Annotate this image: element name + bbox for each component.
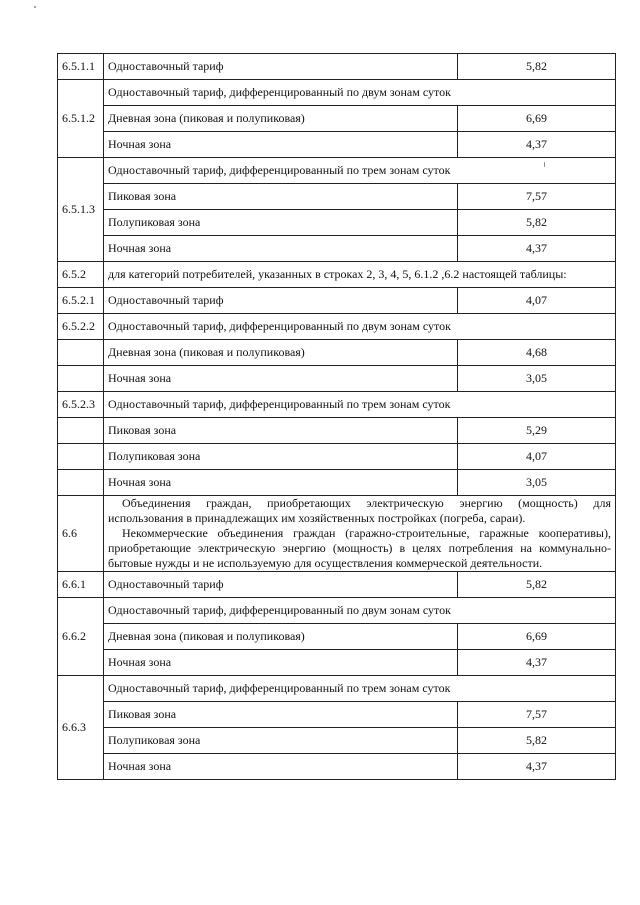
tariff-table <box>57 53 616 780</box>
table-row <box>58 418 616 444</box>
row-code-empty <box>58 418 104 444</box>
table-row <box>58 444 616 470</box>
table-row <box>58 288 616 314</box>
row-label: Полупиковая зона <box>104 444 458 470</box>
row-label: Одноставочный тариф, дифференцированный по двум зонам суток <box>104 598 616 624</box>
row-value: 5,82 <box>458 728 616 754</box>
row-code: 6.5.1.1 <box>58 54 104 80</box>
table-row <box>58 158 616 184</box>
table-row <box>58 392 616 418</box>
row-code: 6.5.2 <box>58 262 104 288</box>
scan-speck <box>544 162 545 167</box>
table-row <box>58 366 616 392</box>
row-value: 4,37 <box>458 754 616 780</box>
table-row <box>58 470 616 496</box>
row-label: Одноставочный тариф <box>104 288 458 314</box>
row-label: Дневная зона (пиковая и полупиковая) <box>104 106 458 132</box>
table-row <box>58 598 616 624</box>
row-value: 5,82 <box>458 54 616 80</box>
row-value: 4,68 <box>458 340 616 366</box>
row-value: 4,07 <box>458 444 616 470</box>
row-value: 4,37 <box>458 132 616 158</box>
row-label: Ночная зона <box>104 132 458 158</box>
table-row <box>58 728 616 754</box>
description-paragraph: Объединения граждан, приобретающих электрическую энергию (мощность) для использования в принадлежащих им хозяйственных постройках (погреба, сараи). <box>108 496 611 525</box>
row-value: 7,57 <box>458 184 616 210</box>
row-label: Одноставочный тариф, дифференцированный по трем зонам суток <box>104 676 616 702</box>
row-label: Ночная зона <box>104 754 458 780</box>
row-label: Пиковая зона <box>104 418 458 444</box>
row-value: 5,82 <box>458 210 616 236</box>
row-value: 4,37 <box>458 650 616 676</box>
row-code: 6.5.1.3 <box>58 158 104 262</box>
table-row <box>58 132 616 158</box>
row-value: 3,05 <box>458 470 616 496</box>
row-code: 6.5.2.2 <box>58 314 104 340</box>
table-row <box>58 262 616 288</box>
row-value: 5,82 <box>458 572 616 598</box>
row-code-empty <box>58 444 104 470</box>
row-label: Одноставочный тариф, дифференцированный по трем зонам суток <box>104 392 616 418</box>
row-label: Одноставочный тариф <box>104 572 458 598</box>
row-label: Одноставочный тариф, дифференцированный по двум зонам суток <box>104 314 616 340</box>
row-code-empty <box>58 366 104 392</box>
row-code: 6.5.2.3 <box>58 392 104 418</box>
row-label: Ночная зона <box>104 650 458 676</box>
row-value: 3,05 <box>458 366 616 392</box>
row-value: 4,07 <box>458 288 616 314</box>
table-row <box>58 236 616 262</box>
row-label: Пиковая зона <box>104 702 458 728</box>
row-label: Дневная зона (пиковая и полупиковая) <box>104 624 458 650</box>
row-code: 6.6.1 <box>58 572 104 598</box>
table-row <box>58 754 616 780</box>
row-label: Ночная зона <box>104 470 458 496</box>
table-row <box>58 184 616 210</box>
row-value: 4,37 <box>458 236 616 262</box>
row-code: 6.6 <box>58 496 104 572</box>
row-label: Ночная зона <box>104 236 458 262</box>
row-label: Пиковая зона <box>104 184 458 210</box>
row-value: 6,69 <box>458 624 616 650</box>
row-label: Одноставочный тариф, дифференцированный по двум зонам суток <box>104 80 616 106</box>
row-label: Одноставочный тариф, дифференцированный по трем зонам суток <box>104 158 616 184</box>
description-paragraph: Некоммерческие объединения граждан (гаражно-строительные, гаражные кооперативы), приобретающие электрическую энергию (мощность) в целях потребления на коммунально-бытовые нужды и не используемую для осуществления коммерческой деятельности. <box>108 526 611 570</box>
table-row <box>58 340 616 366</box>
row-code: 6.6.3 <box>58 676 104 780</box>
row-code: 6.5.1.2 <box>58 80 104 158</box>
table-row <box>58 210 616 236</box>
table-row <box>58 54 616 80</box>
table-row <box>58 106 616 132</box>
table-row <box>58 572 616 598</box>
row-code-empty <box>58 340 104 366</box>
row-value: 5,29 <box>458 418 616 444</box>
table-row <box>58 80 616 106</box>
row-label: Одноставочный тариф <box>104 54 458 80</box>
table-row <box>58 676 616 702</box>
row-label: Дневная зона (пиковая и полупиковая) <box>104 340 458 366</box>
row-value: 6,69 <box>458 106 616 132</box>
row-label: Ночная зона <box>104 366 458 392</box>
row-label: Полупиковая зона <box>104 210 458 236</box>
row-value: 7,57 <box>458 702 616 728</box>
row-code-empty <box>58 470 104 496</box>
table-row <box>58 650 616 676</box>
row-description <box>104 496 616 572</box>
table-row <box>58 496 616 572</box>
table-row <box>58 702 616 728</box>
row-label: для категорий потребителей, указанных в строках 2, 3, 4, 5, 6.1.2 ,6.2 настоящей таблицы: <box>104 262 616 288</box>
table-row <box>58 624 616 650</box>
table-row <box>58 314 616 340</box>
row-label: Полупиковая зона <box>104 728 458 754</box>
scan-speck <box>34 6 36 8</box>
row-code: 6.5.2.1 <box>58 288 104 314</box>
row-code: 6.6.2 <box>58 598 104 676</box>
